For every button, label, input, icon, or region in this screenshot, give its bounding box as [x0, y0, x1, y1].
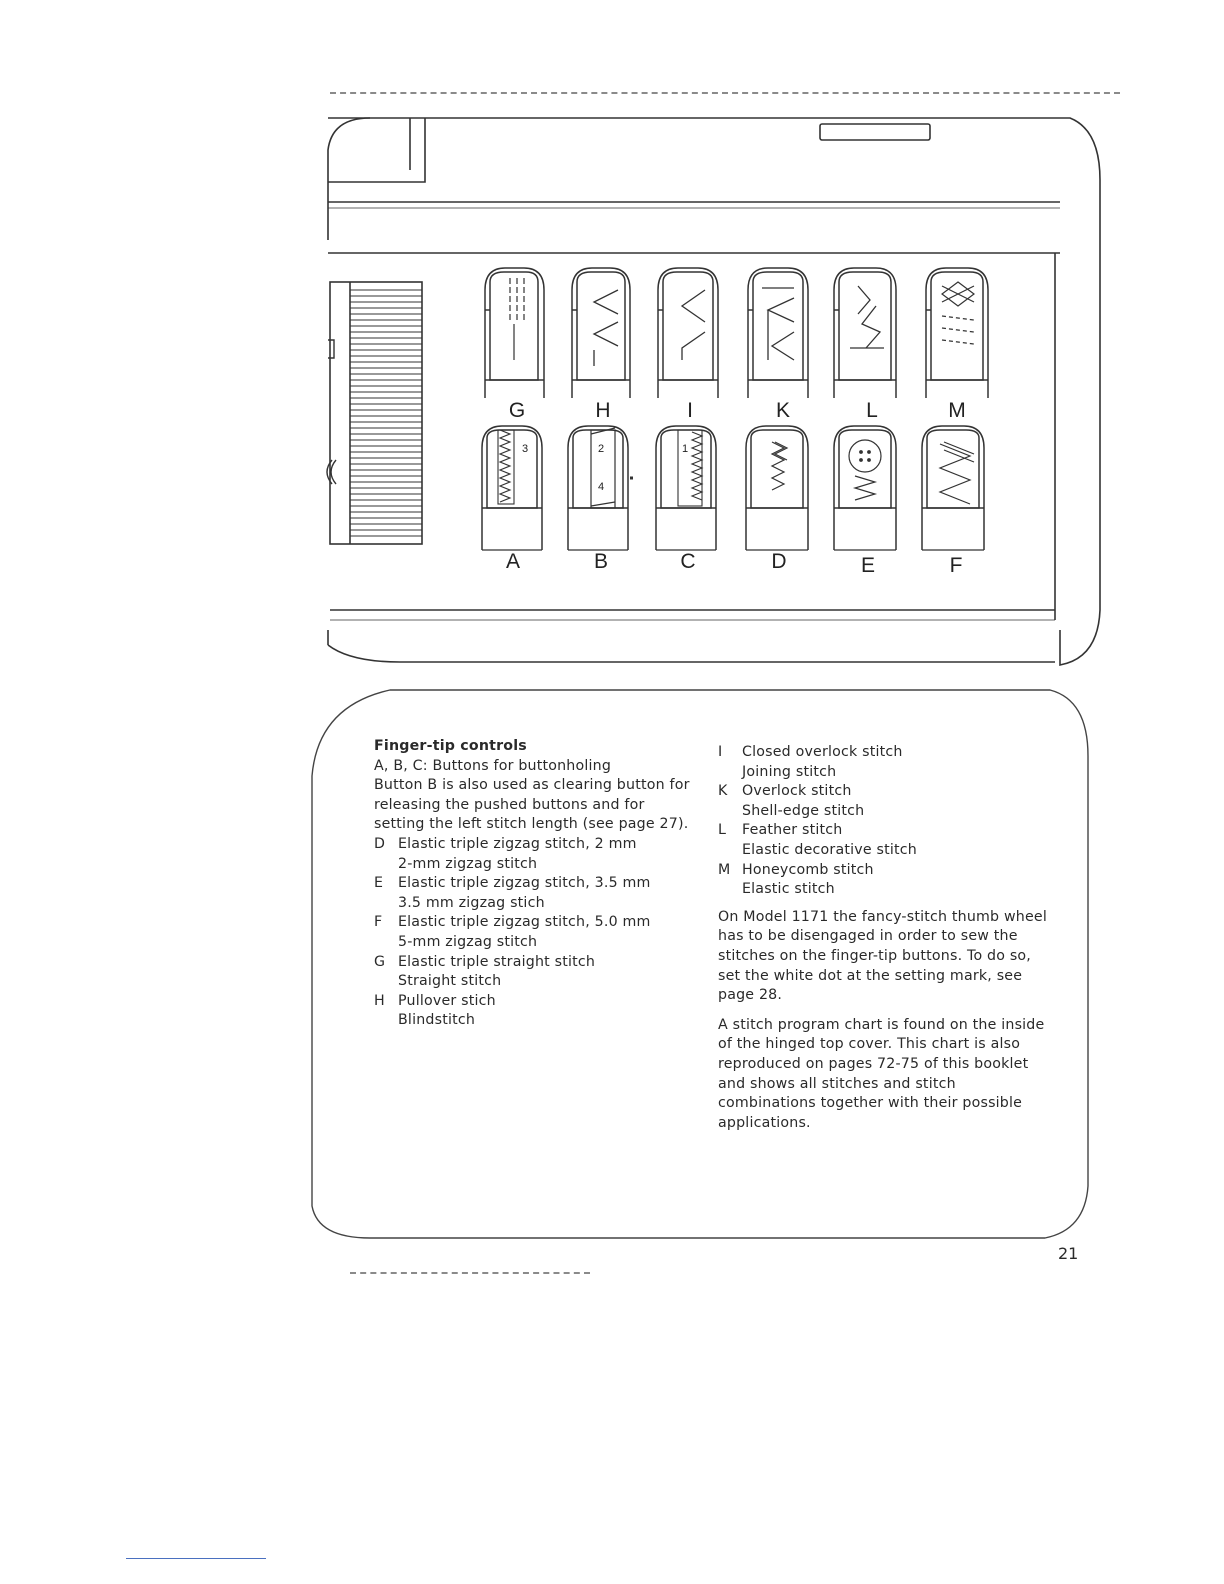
- list-item-key: D: [374, 835, 386, 852]
- list-item: [374, 874, 694, 913]
- button-e-label: E: [860, 554, 876, 577]
- footer-rule: [126, 1558, 266, 1559]
- list-item-line2: 3.5 mm zigzag stich: [398, 894, 545, 911]
- list-item-key: G: [374, 953, 386, 970]
- right-column: [718, 743, 1048, 1133]
- button-m[interactable]: [926, 268, 988, 398]
- scan-artifact-top: [330, 92, 1120, 94]
- list-item: [374, 913, 694, 952]
- section-heading: Finger-tip controls: [374, 738, 527, 754]
- button-i[interactable]: [658, 268, 718, 398]
- button-g-label: G: [508, 399, 526, 422]
- list-item-key: L: [718, 822, 727, 839]
- thumb-wheel-ridges: [350, 290, 422, 536]
- button-i-label: I: [687, 399, 693, 422]
- button-b-label: B: [593, 550, 609, 573]
- list-item-key: H: [374, 992, 385, 1009]
- zigzag-buttonhole-icon: [498, 430, 514, 504]
- triple-zigzag-5mm-icon: [940, 442, 974, 504]
- list-item-line1: Pullover stich: [398, 992, 496, 1009]
- list-item-line1: Honeycomb stitch: [742, 861, 874, 878]
- list-item-key: E: [374, 875, 384, 892]
- list-item-line2: Elastic stitch: [742, 881, 835, 898]
- button-d-label: D: [771, 550, 787, 573]
- button-f-label: F: [949, 554, 963, 577]
- list-item: [718, 861, 1048, 900]
- list-item-line2: Straight stitch: [398, 973, 502, 990]
- button-h[interactable]: [572, 268, 630, 398]
- button-h-label: H: [595, 399, 611, 422]
- button-b-number-top: 2: [598, 443, 605, 455]
- list-item-line1: Elastic triple straight stitch: [398, 953, 596, 970]
- list-item: [718, 743, 1048, 782]
- button-a[interactable]: [482, 426, 542, 550]
- list-item-line2: 2-mm zigzag stitch: [398, 855, 538, 872]
- button-b-number-bottom: 4: [598, 481, 605, 493]
- list-item: [374, 953, 694, 992]
- straight-stitch-icon: [510, 278, 524, 360]
- white-dot-icon: [849, 440, 881, 472]
- list-item-line1: Overlock stitch: [742, 783, 852, 800]
- button-d[interactable]: [746, 426, 808, 550]
- housing-outline: [328, 118, 1100, 665]
- finger-tip-controls-illustration: [310, 110, 1110, 680]
- list-item-line1: Feather stitch: [742, 822, 843, 839]
- stitch-chart-note: A stitch program chart is found on the inside of the hinged top cover. This chart is also reproduced on pages 72-75 of this booklet and shows all stitches and stitch combinations together with their possible applications.: [718, 1016, 1045, 1131]
- triple-zigzag-3-5mm-icon: [849, 440, 881, 500]
- left-column: [374, 737, 694, 1031]
- list-item-line2: 5-mm zigzag stitch: [398, 933, 538, 950]
- button-k[interactable]: [748, 268, 808, 398]
- intro-text: A, B, C: Buttons for buttonholing: [374, 757, 612, 774]
- list-item-key: M: [718, 861, 731, 878]
- feather-stitch-icon: [850, 286, 884, 348]
- list-item: [718, 782, 1048, 821]
- button-f[interactable]: [922, 426, 984, 550]
- list-item-key: K: [718, 783, 728, 800]
- button-l-label: L: [866, 399, 878, 422]
- list-item-line2: Elastic decorative stitch: [742, 841, 917, 858]
- button-l[interactable]: [834, 268, 896, 398]
- buttonhole-bar-icon: [591, 428, 615, 508]
- button-g[interactable]: [485, 268, 544, 398]
- button-c-label: C: [680, 550, 696, 573]
- list-item-line1: Elastic triple zigzag stitch, 2 mm: [398, 835, 637, 852]
- button-c-number: 1: [682, 443, 689, 455]
- list-item: [374, 992, 694, 1031]
- triple-zigzag-2mm-icon: [772, 442, 787, 490]
- page-number: 21: [1058, 1244, 1079, 1263]
- list-item-line2: Joining stitch: [742, 763, 837, 780]
- list-item-line2: Blindstitch: [398, 1012, 476, 1029]
- list-item-line1: Elastic triple zigzag stitch, 3.5 mm: [398, 875, 651, 892]
- list-item-line2: Shell-edge stitch: [742, 802, 865, 819]
- button-m-label: M: [948, 399, 966, 422]
- button-a-number: 3: [522, 443, 529, 455]
- blindstitch-icon: [594, 290, 618, 366]
- honeycomb-icon: [942, 282, 974, 344]
- button-k-label: K: [775, 399, 791, 422]
- button-e[interactable]: [834, 426, 896, 550]
- list-item-key: I: [718, 744, 723, 760]
- list-item: [718, 821, 1048, 860]
- list-item-line1: Elastic triple zigzag stitch, 5.0 mm: [398, 914, 651, 931]
- list-item-line1: Closed overlock stitch: [742, 744, 903, 760]
- scan-artifact-bottom: [350, 1272, 590, 1274]
- zigzag-buttonhole-right-icon: [678, 430, 702, 506]
- list-item-key: F: [374, 914, 383, 931]
- list-item: [374, 835, 694, 874]
- button-a-label: A: [505, 550, 521, 573]
- shell-edge-icon: [762, 288, 794, 360]
- model-1171-note: On Model 1171 the fancy-stitch thumb wheel has to be disengaged in order to sew the stitches on the finger-tip buttons. To do so, set the white dot at the setting mark, see page 28.: [718, 908, 1047, 1004]
- intro-text-2: Button B is also used as clearing button for releasing the pushed buttons and for setting the left stitch length (see page 27).: [374, 777, 690, 833]
- overlock-icon: [682, 290, 705, 360]
